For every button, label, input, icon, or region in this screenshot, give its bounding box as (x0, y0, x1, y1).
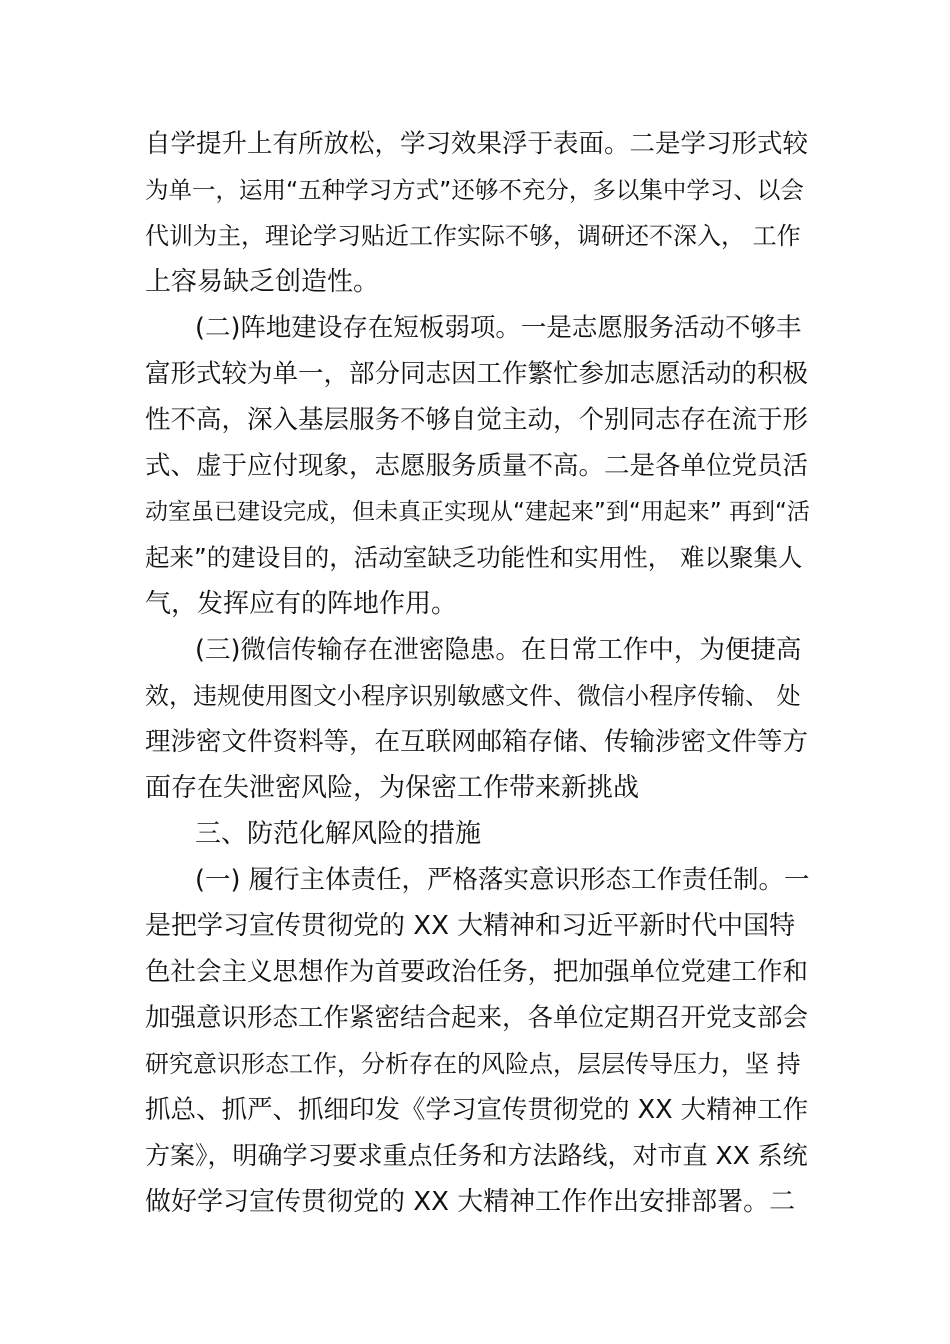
paragraph-heading-2: (二)阵地建设存在短板弱项。一是志愿服务活动不够丰 (195, 313, 802, 343)
text-line: 富形式较为单一，部分同志因工作繁忙参加志愿活动的积极 (145, 359, 809, 389)
text-line: 研究意识形态工作，分析存在的风险点，层层传导压力，坚 持 (145, 1050, 801, 1078)
text-line: 做好学习宣传贯彻党的 XX 大精神工作作出安排部署。二 (145, 1187, 796, 1217)
paragraph-heading-3: (三)微信传输存在泄密隐患。在日常工作中，为便捷高 (195, 635, 802, 665)
text-line: 上容易缺乏创造性。 (145, 267, 380, 297)
text-line: 抓总、抓严、抓细印发《学习宣传贯彻党的 XX 大精神工作 (145, 1095, 809, 1125)
text-line: 面存在失泄密风险，为保密工作带来新挑战 (145, 773, 640, 803)
text-line: 代训为主，理论学习贴近工作实际不够，调研还不深入， 工作 (145, 222, 801, 250)
text-line: 加强意识形态工作紧密结合起来，各单位定期召开党支部会 (145, 1003, 809, 1033)
section-heading: 三、防范化解风险的措施 (195, 819, 482, 849)
text-line: 起来”的建设目的，活动室缺乏功能性和实用性， 难以聚集人 (145, 543, 803, 572)
text-line: 为单一，运用“五种学习方式”还够不充分，多以集中学习、以会 (145, 176, 804, 204)
text-line: 式、虚于应付现象，志愿服务质量不高。二是各单位党员活 (145, 451, 809, 481)
paragraph-heading-1: (一) 履行主体责任，严格落实意识形态工作责任制。一 (195, 865, 810, 895)
text-line: 气，发挥应有的阵地作用。 (145, 589, 458, 619)
text-line: 自学提升上有所放松，学习效果浮于表面。二是学习形式较 (145, 129, 809, 159)
text-line: 效，违规使用图文小程序识别敏感文件、微信小程序传输、 处 (145, 682, 801, 710)
text-line: 动室虽已建设完成，但未真正实现从“建起来”到“用起来” 再到“活 (145, 499, 810, 525)
text-line: 理涉密文件资料等，在互联网邮箱存储、传输涉密文件等方 (145, 727, 809, 757)
text-line: 是把学习宣传贯彻党的 XX 大精神和习近平新时代中国特 (145, 911, 796, 941)
text-line: 性不高，深入基层服务不够自觉主动，个别同志存在流于形 (145, 405, 809, 435)
text-line: 色社会主义思想作为首要政治任务，把加强单位党建工作和 (145, 957, 809, 987)
text-line: 方案》，明确学习要求重点任务和方法路线，对市直 XX 系统 (145, 1141, 808, 1170)
